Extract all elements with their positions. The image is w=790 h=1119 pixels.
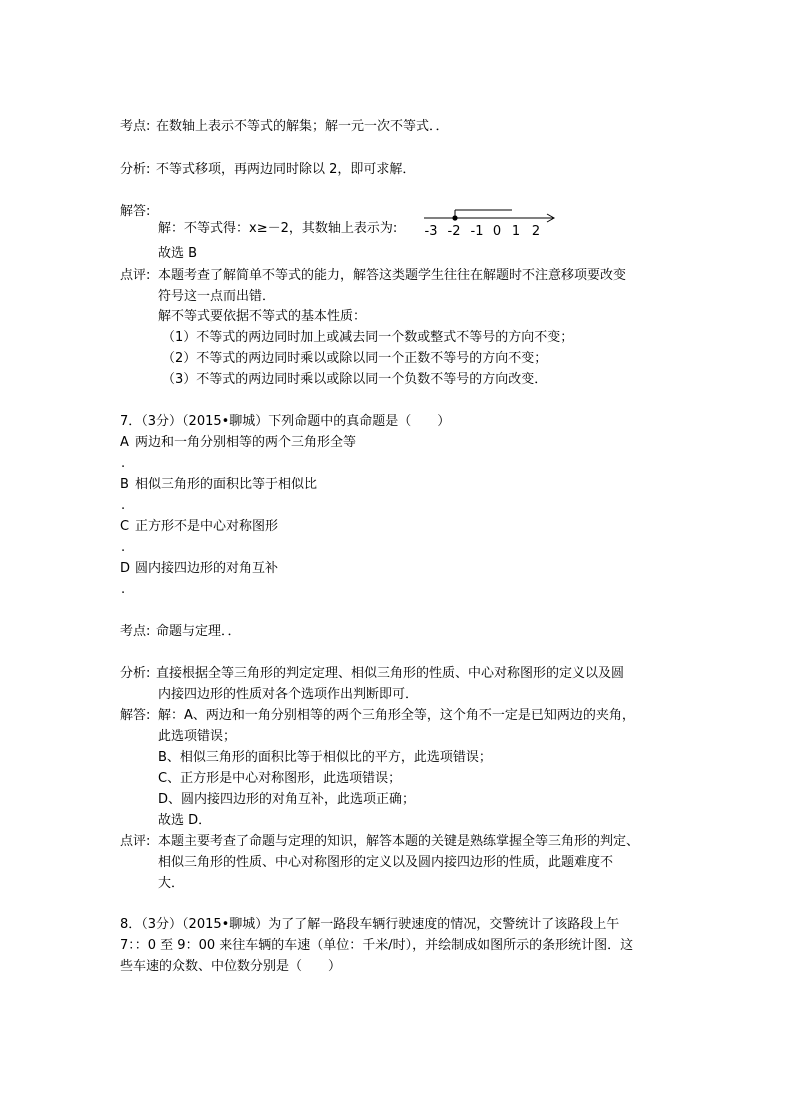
q7-option-a-letter: A	[120, 435, 129, 450]
q6-dianping-line: （3）不等式的两边同时乘以或除以同一个负数不等号的方向改变．	[162, 372, 548, 387]
solution-endpoint-dot	[452, 215, 457, 220]
q7-fenxi-line: 直接根据全等三角形的判定定理、相似三角形的性质、中心对称图形的定义以及圆	[156, 666, 625, 681]
tick-label: 2	[531, 224, 541, 239]
q7-option-b-letter: B	[120, 477, 129, 492]
q7-dianping-line: 相似三角形的性质、中心对称图形的定义以及圆内接四边形的性质，此题难度不	[158, 855, 614, 870]
tick-label: -1	[470, 224, 484, 239]
q7-jieda-line: 解：A、两边和一角分别相等的两个三角形全等，这个角不一定是已知两边的夹角，	[158, 708, 635, 723]
q6-dianping-line: （1）不等式的两边同时加上或减去同一个数或整式不等号的方向不变；	[162, 330, 574, 345]
q7-dianping-label: 点评:	[120, 834, 151, 849]
q6-dianping-line: 符号这一点而出错．	[158, 289, 276, 304]
q6-fenxi-text: 不等式移项，再两边同时除以 2，即可求解．	[156, 162, 416, 177]
q7-jieda-label: 解答:	[120, 708, 151, 723]
q7-option-c-text: 正方形不是中心对称图形	[135, 519, 279, 534]
number-line-figure	[422, 205, 562, 239]
q6-jieda-label: 解答:	[120, 204, 151, 219]
q6-dianping-line: 解不等式要依据不等式的基本性质：	[158, 309, 367, 324]
option-dot: .	[121, 498, 126, 513]
q6-dianping-line: （2）不等式的两边同时乘以或除以同一个正数不等号的方向不变；	[162, 351, 548, 366]
q7-option-a-text: 两边和一角分别相等的两个三角形全等	[135, 435, 357, 450]
q6-jieda-line1: 解：不等式得：x≥－2，其数轴上表示为:	[158, 221, 398, 236]
q6-kaodian-text: 在数轴上表示不等式的解集；解一元一次不等式．．	[156, 119, 449, 134]
tick-label: -2	[447, 224, 461, 239]
q8-stem-line: 8．（3分）（2015•聊城）为了了解一路段车辆行驶速度的情况，交警统计了该路段上午	[120, 917, 620, 932]
q7-option-c-letter: C	[120, 519, 130, 534]
q6-dianping-label: 点评:	[120, 268, 151, 283]
q7-fenxi-line: 内接四边形的性质对各个选项作出判断即可．	[158, 687, 419, 702]
tick-label: 0	[492, 224, 502, 239]
option-dot: .	[121, 582, 126, 597]
q7-kaodian-label: 考点:	[120, 624, 151, 639]
q7-fenxi-label: 分析:	[120, 666, 151, 681]
q7-dianping-line: 本题主要考查了命题与定理的知识，解答本题的关键是熟练掌握全等三角形的判定、	[158, 834, 640, 849]
q7-jieda-line: B、相似三角形的面积比等于相似比的平方，此选项错误；	[158, 750, 492, 765]
q7-option-d-letter: D	[120, 561, 131, 576]
q7-option-d-text: 圆内接四边形的对角互补	[135, 561, 279, 576]
q7-dianping-line: 大．	[158, 876, 185, 891]
q7-jieda-line: 此选项错误；	[158, 729, 237, 744]
q8-stem-line: 7：：0 至 9：00 来往车辆的车速（单位：千米/时），并绘制成如图所示的条形统计图．这	[120, 938, 634, 953]
q6-kaodian-label: 考点:	[120, 119, 151, 134]
q7-jieda-line: C、正方形是中心对称图形，此选项错误；	[158, 771, 402, 786]
q6-jieda-line2: 故选 B	[158, 246, 198, 261]
q6-fenxi-label: 分析:	[120, 162, 151, 177]
q7-option-b-text: 相似三角形的面积比等于相似比	[135, 477, 318, 492]
tick-label: 1	[511, 224, 521, 239]
q7-jieda-line: D、圆内接四边形的对角互补，此选项正确；	[158, 792, 416, 807]
tick-label: -3	[424, 224, 438, 239]
q7-stem: 7．（3分）（2015•聊城）下列命题中的真命题是（ ）	[120, 414, 451, 429]
q6-dianping-line: 本题考查了解简单不等式的能力，解答这类题学生往往在解题时不注意移项要改变	[158, 268, 627, 283]
q8-stem-line: 些车速的众数、中位数分别是（ ）	[120, 959, 342, 974]
option-dot: .	[121, 540, 126, 555]
option-dot: .	[121, 456, 126, 471]
q7-jieda-line: 故选 D．	[158, 813, 212, 828]
q7-kaodian-text: 命题与定理．．	[156, 624, 241, 639]
